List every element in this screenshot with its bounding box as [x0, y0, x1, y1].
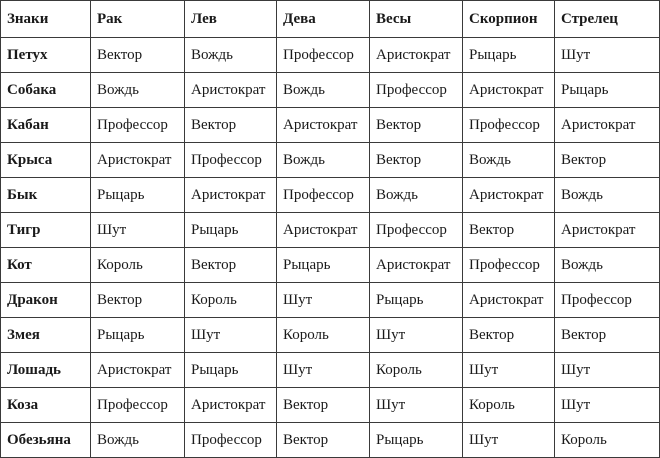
table-row: [1, 388, 660, 423]
table-row: [1, 353, 660, 388]
table-cell: Вектор: [463, 318, 555, 353]
row-header-cell: Петух: [1, 38, 91, 73]
table-cell: Вождь: [185, 38, 277, 73]
row-header-cell: Обезьяна: [1, 423, 91, 458]
table-cell: Король: [463, 388, 555, 423]
table-cell: Аристократ: [463, 178, 555, 213]
table-cell: Рыцарь: [91, 178, 185, 213]
header-cell: Рак: [91, 1, 185, 38]
table-row: [1, 143, 660, 178]
table-row: [1, 423, 660, 458]
table-cell: Шут: [370, 388, 463, 423]
table-cell: Профессор: [185, 423, 277, 458]
table-cell: Вектор: [555, 143, 660, 178]
table-row: [1, 213, 660, 248]
table-cell: Король: [370, 353, 463, 388]
table-cell: Вектор: [370, 143, 463, 178]
row-header-cell: Змея: [1, 318, 91, 353]
table-cell: Профессор: [277, 178, 370, 213]
table-cell: Король: [277, 318, 370, 353]
row-header-cell: Кабан: [1, 108, 91, 143]
table-cell: Аристократ: [185, 73, 277, 108]
table-cell: Профессор: [555, 283, 660, 318]
table-cell: Вектор: [185, 248, 277, 283]
row-header-cell: Собака: [1, 73, 91, 108]
header-cell: Скорпион: [463, 1, 555, 38]
table-cell: Шут: [555, 388, 660, 423]
table-cell: Рыцарь: [370, 283, 463, 318]
table-cell: Вождь: [555, 248, 660, 283]
row-header-cell: Кот: [1, 248, 91, 283]
table-cell: Аристократ: [463, 283, 555, 318]
table-cell: Аристократ: [91, 143, 185, 178]
table-cell: Рыцарь: [185, 213, 277, 248]
table-cell: Аристократ: [555, 213, 660, 248]
header-cell: Лев: [185, 1, 277, 38]
table-row: [1, 73, 660, 108]
table-cell: Рыцарь: [370, 423, 463, 458]
table-cell: Аристократ: [185, 388, 277, 423]
row-header-cell: Бык: [1, 178, 91, 213]
table-cell: Шут: [185, 318, 277, 353]
table-cell: Профессор: [277, 38, 370, 73]
table-cell: Рыцарь: [277, 248, 370, 283]
table-cell: Аристократ: [555, 108, 660, 143]
table-cell: Вектор: [277, 388, 370, 423]
table-cell: Вектор: [185, 108, 277, 143]
table-cell: Шут: [277, 353, 370, 388]
table-cell: Профессор: [91, 388, 185, 423]
table-cell: Шут: [370, 318, 463, 353]
table-cell: Аристократ: [185, 178, 277, 213]
table-cell: Шут: [463, 423, 555, 458]
table-header-row: [1, 1, 660, 38]
table-row: [1, 248, 660, 283]
table-cell: Вождь: [277, 73, 370, 108]
table-cell: Вождь: [370, 178, 463, 213]
header-cell: Весы: [370, 1, 463, 38]
table-cell: Король: [555, 423, 660, 458]
table-cell: Шут: [91, 213, 185, 248]
table-cell: Аристократ: [277, 108, 370, 143]
row-header-cell: Крыса: [1, 143, 91, 178]
table-cell: Профессор: [91, 108, 185, 143]
row-header-cell: Тигр: [1, 213, 91, 248]
table-cell: Рыцарь: [463, 38, 555, 73]
table-cell: Рыцарь: [185, 353, 277, 388]
table-row: [1, 318, 660, 353]
table-cell: Профессор: [463, 248, 555, 283]
table-cell: Вектор: [91, 38, 185, 73]
table-cell: Аристократ: [370, 38, 463, 73]
table-cell: Аристократ: [91, 353, 185, 388]
row-header-cell: Дракон: [1, 283, 91, 318]
row-header-cell: Лошадь: [1, 353, 91, 388]
table-cell: Профессор: [370, 213, 463, 248]
table-cell: Вождь: [463, 143, 555, 178]
table-cell: Вождь: [91, 423, 185, 458]
header-cell: Знаки: [1, 1, 91, 38]
table-row: [1, 178, 660, 213]
table-cell: Вектор: [555, 318, 660, 353]
table-cell: Профессор: [370, 73, 463, 108]
table-row: [1, 283, 660, 318]
table-cell: Профессор: [185, 143, 277, 178]
table-cell: Рыцарь: [91, 318, 185, 353]
table-row: [1, 38, 660, 73]
table-cell: Король: [185, 283, 277, 318]
table-cell: Аристократ: [463, 73, 555, 108]
table-cell: Вождь: [277, 143, 370, 178]
table-cell: Аристократ: [370, 248, 463, 283]
table-cell: Аристократ: [277, 213, 370, 248]
table-cell: Вектор: [370, 108, 463, 143]
table-cell: Вождь: [91, 73, 185, 108]
table-cell: Шут: [277, 283, 370, 318]
table-cell: Шут: [555, 38, 660, 73]
table-cell: Вектор: [463, 213, 555, 248]
table-cell: Вождь: [555, 178, 660, 213]
table-cell: Рыцарь: [555, 73, 660, 108]
row-header-cell: Коза: [1, 388, 91, 423]
table-cell: Профессор: [463, 108, 555, 143]
table-cell: Вектор: [91, 283, 185, 318]
table-cell: Вектор: [277, 423, 370, 458]
table-cell: Король: [91, 248, 185, 283]
header-cell: Дева: [277, 1, 370, 38]
table-cell: Шут: [463, 353, 555, 388]
header-cell: Стрелец: [555, 1, 660, 38]
table-row: [1, 108, 660, 143]
table-cell: Шут: [555, 353, 660, 388]
